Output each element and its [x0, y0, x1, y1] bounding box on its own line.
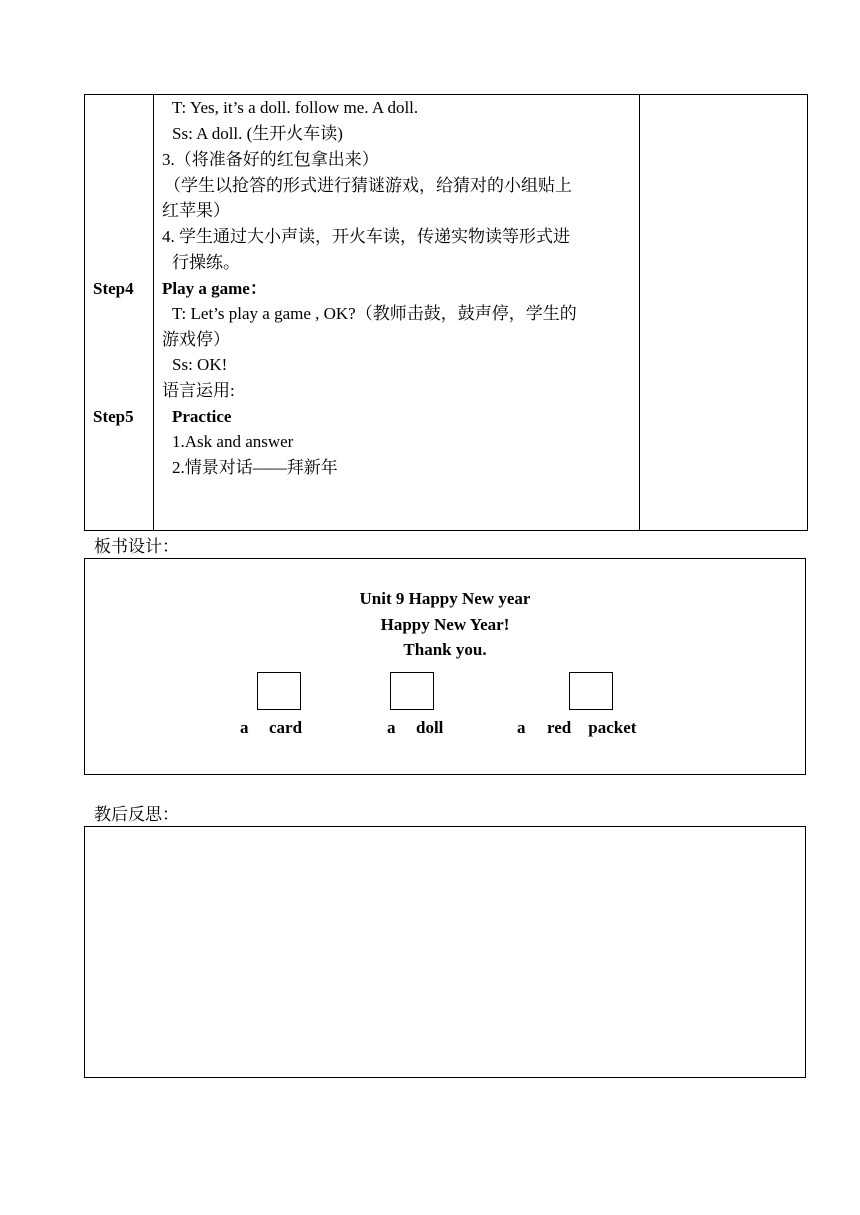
reflection-box: [84, 826, 806, 1078]
content-line: 3.（将准备好的红包拿出来）: [162, 150, 379, 169]
content-line: 4. 学生通过大小声读，开火车读，传递实物读等形式进: [162, 227, 570, 246]
word-article: a: [240, 718, 249, 737]
content-line: 2.情景对话——拜新年: [172, 458, 338, 477]
board-title-line: Thank you.: [403, 640, 487, 659]
content-line: 语言运用:: [162, 381, 235, 400]
step4-label: Step4: [93, 279, 134, 298]
content-line: Ss: OK!: [172, 355, 228, 374]
word-red-packet: red packet: [547, 718, 637, 737]
picture-frame-doll: [390, 672, 434, 710]
content-line-heading: Play a game：: [162, 279, 267, 298]
picture-frame-red-packet: [569, 672, 613, 710]
content-line: 红苹果）: [162, 201, 230, 220]
content-line: Ss: A doll. (生开火车读): [172, 124, 343, 143]
word-article: a: [517, 718, 526, 737]
word-doll: doll: [416, 718, 444, 737]
column-divider-left: [153, 95, 154, 530]
word-card: card: [269, 718, 303, 737]
column-divider-right: [639, 95, 640, 530]
board-title-line: Happy New Year!: [380, 615, 510, 634]
reflection-heading: 教后反思：: [94, 805, 179, 824]
board-design-box: [84, 558, 806, 775]
board-design-heading: 板书设计：: [94, 537, 179, 556]
picture-frame-card: [257, 672, 301, 710]
content-line-heading: Practice: [172, 407, 232, 426]
step5-label: Step5: [93, 407, 134, 426]
content-line: T: Yes, it’s a doll. follow me. A doll.: [172, 98, 419, 117]
content-line: 1.Ask and answer: [172, 432, 294, 451]
content-line: 行操练。: [172, 253, 240, 272]
word-article: a: [387, 718, 396, 737]
board-title-line: Unit 9 Happy New year: [359, 589, 531, 608]
content-line: 游戏停）: [162, 330, 230, 349]
content-line: T: Let’s play a game , OK?（教师击鼓，鼓声停，学生的: [172, 304, 577, 323]
content-line: （学生以抢答的形式进行猜谜游戏，给猜对的小组贴上: [164, 176, 572, 195]
